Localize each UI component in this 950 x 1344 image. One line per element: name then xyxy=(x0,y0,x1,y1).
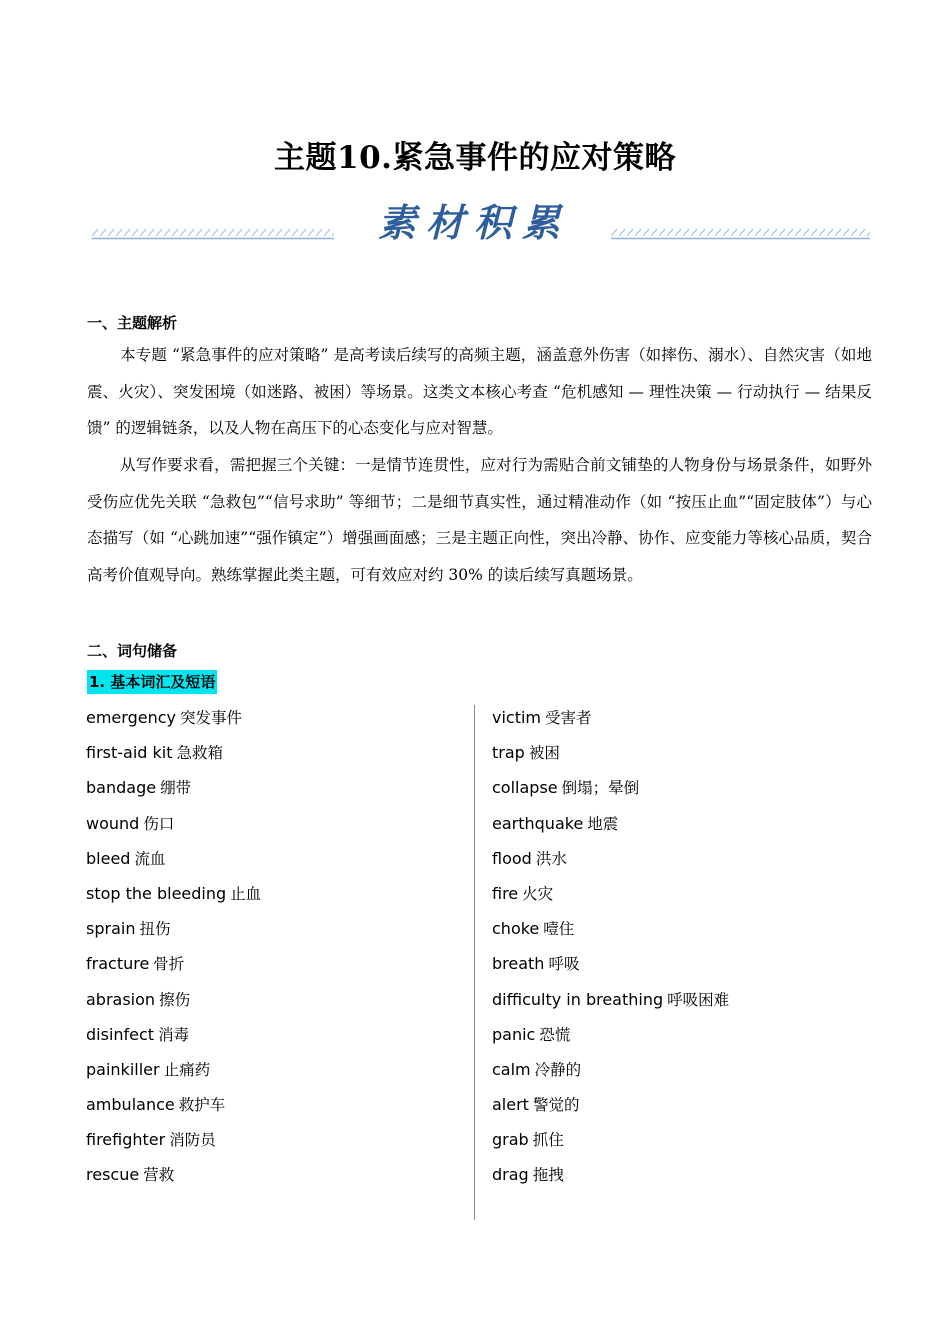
vocab-english: emergency xyxy=(86,708,176,727)
vocab-chinese: 地震 xyxy=(587,814,619,833)
vocab-chinese: 洪水 xyxy=(535,849,567,868)
vocab-chinese: 流血 xyxy=(134,849,166,868)
vocab-item xyxy=(86,1019,261,1054)
analysis-paragraph-2 xyxy=(87,447,872,593)
vocab-item xyxy=(86,948,261,983)
vocab-chinese: 拖拽 xyxy=(532,1166,564,1185)
vocab-english: earthquake xyxy=(492,813,584,833)
vocab-item xyxy=(492,913,729,948)
banner-title: 素材积累 xyxy=(377,200,570,245)
vocab-item xyxy=(86,1054,261,1089)
vocab-english: flood xyxy=(492,848,532,868)
vocab-chinese: 营救 xyxy=(143,1166,175,1185)
vocab-chinese: 止痛药 xyxy=(163,1060,211,1079)
vocab-item xyxy=(492,1054,729,1089)
vocab-chinese: 绷带 xyxy=(160,779,192,798)
vocab-english: choke xyxy=(492,919,540,939)
vocab-english: fire xyxy=(492,883,519,903)
vocab-item xyxy=(492,772,729,807)
vocab-english: alert xyxy=(492,1095,529,1115)
vocab-item xyxy=(492,737,729,772)
vocab-english: panic xyxy=(492,1024,536,1044)
vocab-item xyxy=(492,1159,729,1194)
vocab-chinese: 急救箱 xyxy=(176,744,224,763)
vocab-chinese: 擦伤 xyxy=(159,990,191,1009)
vocab-item xyxy=(492,984,729,1019)
vocab-item xyxy=(492,1089,729,1124)
vocab-chinese: 抓住 xyxy=(532,1131,564,1150)
section-heading-vocab: 二、词句储备 xyxy=(87,642,178,660)
analysis-paragraph-1 xyxy=(87,337,872,447)
vocab-chinese: 伤口 xyxy=(143,814,175,833)
vocab-item xyxy=(86,1124,261,1159)
vocab-chinese: 扭伤 xyxy=(139,920,171,939)
page-title: 主题10.紧急事件的应对策略 xyxy=(274,140,676,176)
vocab-english: first-aid kit xyxy=(86,743,173,763)
vocab-english: painkiller xyxy=(86,1059,160,1079)
vocab-chinese: 被困 xyxy=(528,744,560,763)
vocab-english: firefighter xyxy=(86,1130,166,1150)
analysis-paragraph-1-text: 本专题 “紧急事件的应对策略” 是高考读后续写的高频主题，涵盖意外伤害（如摔伤、溺水）、自然灾害（如地震、火灾）、突发困境（如迷路、被困）等场景。这类文本核心考查 “危机感知 — 理性决策 — 行动执行 — 结果反馈” 的逻辑链条，以及人物在高压下的心态变化与应对智慧。 xyxy=(87,346,872,437)
vocab-item xyxy=(86,772,261,807)
vocab-english: rescue xyxy=(86,1165,140,1185)
banner-line-left xyxy=(92,226,334,240)
vocab-english: disinfect xyxy=(86,1024,155,1044)
section-heading-analysis: 一、主题解析 xyxy=(87,314,178,332)
vocab-item xyxy=(86,1159,261,1194)
vocab-chinese: 消毒 xyxy=(158,1025,190,1044)
vocab-item xyxy=(86,843,261,878)
vocab-item xyxy=(492,1124,729,1159)
vocab-item xyxy=(492,878,729,913)
vocab-item xyxy=(86,1089,261,1124)
vocab-english: collapse xyxy=(492,778,558,798)
vocab-item xyxy=(492,843,729,878)
vocab-chinese: 骨折 xyxy=(153,955,185,974)
vocab-chinese: 呼吸困难 xyxy=(667,990,730,1009)
vocab-english: drag xyxy=(492,1165,529,1185)
vocab-english: trap xyxy=(492,743,525,763)
vocab-chinese: 噎住 xyxy=(543,920,575,939)
vocab-item xyxy=(492,702,729,737)
vocab-english: breath xyxy=(492,954,545,974)
vocab-english: bandage xyxy=(86,778,157,798)
vocab-item xyxy=(86,913,261,948)
vocab-chinese: 受害者 xyxy=(545,709,592,727)
vocab-english: calm xyxy=(492,1059,531,1079)
vocab-chinese: 冷静的 xyxy=(534,1060,582,1079)
vocab-english: victim xyxy=(492,708,542,727)
vocab-english: abrasion xyxy=(86,989,156,1009)
vocab-item xyxy=(492,948,729,983)
vocab-chinese: 突发事件 xyxy=(179,709,242,727)
vocab-chinese: 警觉的 xyxy=(532,1096,580,1115)
vocab-list-left xyxy=(86,702,261,1195)
vocab-chinese: 呼吸 xyxy=(548,955,580,974)
vocab-chinese: 火灾 xyxy=(522,884,554,903)
vocab-chinese: 救护车 xyxy=(178,1096,226,1115)
analysis-paragraph-2-text: 从写作要求看，需把握三个关键：一是情节连贯性，应对行为需贴合前文铺垫的人物身份与场景条件，如野外受伤应优先关联 “急救包”“信号求助” 等细节；二是细节真实性，通过精准动作（如 “按压止血”“固定肢体”）与心态描写（如 “心跳加速”“强作镇定”）增强画面感；三是主题正向性，突出冷静、协作、应变能力等核心品质，契合高考价值观导向。熟练掌握此类主题，可有效应对约 30% 的读后续写真题场景。 xyxy=(87,456,872,584)
vocab-item xyxy=(86,737,261,772)
vocab-english: difficulty in breathing xyxy=(492,989,664,1009)
vocab-chinese: 止血 xyxy=(230,884,262,903)
vocab-subheading: 1. 基本词汇及短语 xyxy=(87,670,217,694)
vocab-item xyxy=(492,1019,729,1054)
banner-line-right xyxy=(611,226,870,240)
vocab-item xyxy=(86,702,261,737)
vocab-english: ambulance xyxy=(86,1095,175,1115)
vocab-list-right xyxy=(492,702,729,1195)
vocab-item xyxy=(86,808,261,843)
vocab-english: fracture xyxy=(86,954,150,974)
vocab-chinese: 恐慌 xyxy=(539,1025,571,1044)
vocab-item xyxy=(86,984,261,1019)
vocab-english: stop the bleeding xyxy=(86,883,227,903)
vocab-item xyxy=(492,808,729,843)
vocab-chinese: 倒塌；晕倒 xyxy=(561,779,640,798)
vocab-english: bleed xyxy=(86,848,131,868)
vocab-english: grab xyxy=(492,1130,529,1150)
vocab-english: wound xyxy=(86,813,140,833)
vocab-item xyxy=(86,878,261,913)
column-divider xyxy=(474,705,475,1220)
vocab-english: sprain xyxy=(86,919,136,939)
vocab-chinese: 消防员 xyxy=(169,1131,216,1150)
